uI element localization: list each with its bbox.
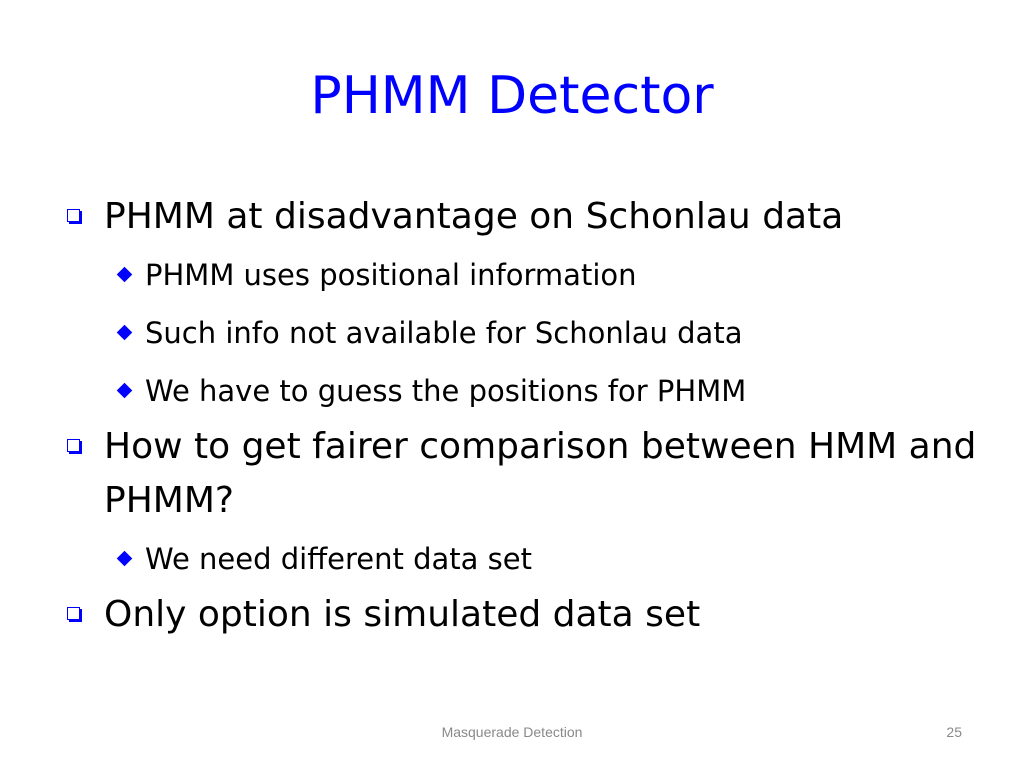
bullet-item	[62, 190, 982, 244]
sub-bullet-item	[62, 246, 982, 304]
bullet-list	[62, 190, 982, 644]
hollow-square-bullet-icon	[67, 607, 80, 620]
sub-bullet-item	[62, 530, 982, 588]
diamond-bullet-icon	[117, 383, 133, 399]
diamond-bullet-icon	[117, 325, 133, 341]
bullet-text: PHMM at disadvantage on Schonlau data	[104, 196, 844, 237]
sub-bullet-text: We have to guess the positions for PHMM	[145, 374, 747, 408]
bullet-text: How to get fairer comparison between HMM and PHMM?	[104, 426, 977, 521]
sub-bullet-text: Such info not available for Schonlau data	[145, 316, 743, 350]
page-number: 25	[946, 724, 962, 740]
sub-bullet-text: PHMM uses positional information	[145, 258, 637, 292]
hollow-square-bullet-icon	[67, 209, 80, 222]
slide-title: PHMM Detector	[310, 66, 714, 126]
bullet-item	[62, 588, 982, 642]
sub-bullet-item	[62, 304, 982, 362]
bullet-text: Only option is simulated data set	[104, 594, 701, 635]
diamond-bullet-icon	[117, 267, 133, 283]
sub-bullet-item	[62, 362, 982, 420]
sub-bullet-text: We need different data set	[145, 542, 532, 576]
diamond-bullet-icon	[117, 551, 133, 567]
bullet-item	[62, 420, 982, 528]
footer-title: Masquerade Detection	[441, 724, 583, 740]
hollow-square-bullet-icon	[67, 439, 80, 452]
